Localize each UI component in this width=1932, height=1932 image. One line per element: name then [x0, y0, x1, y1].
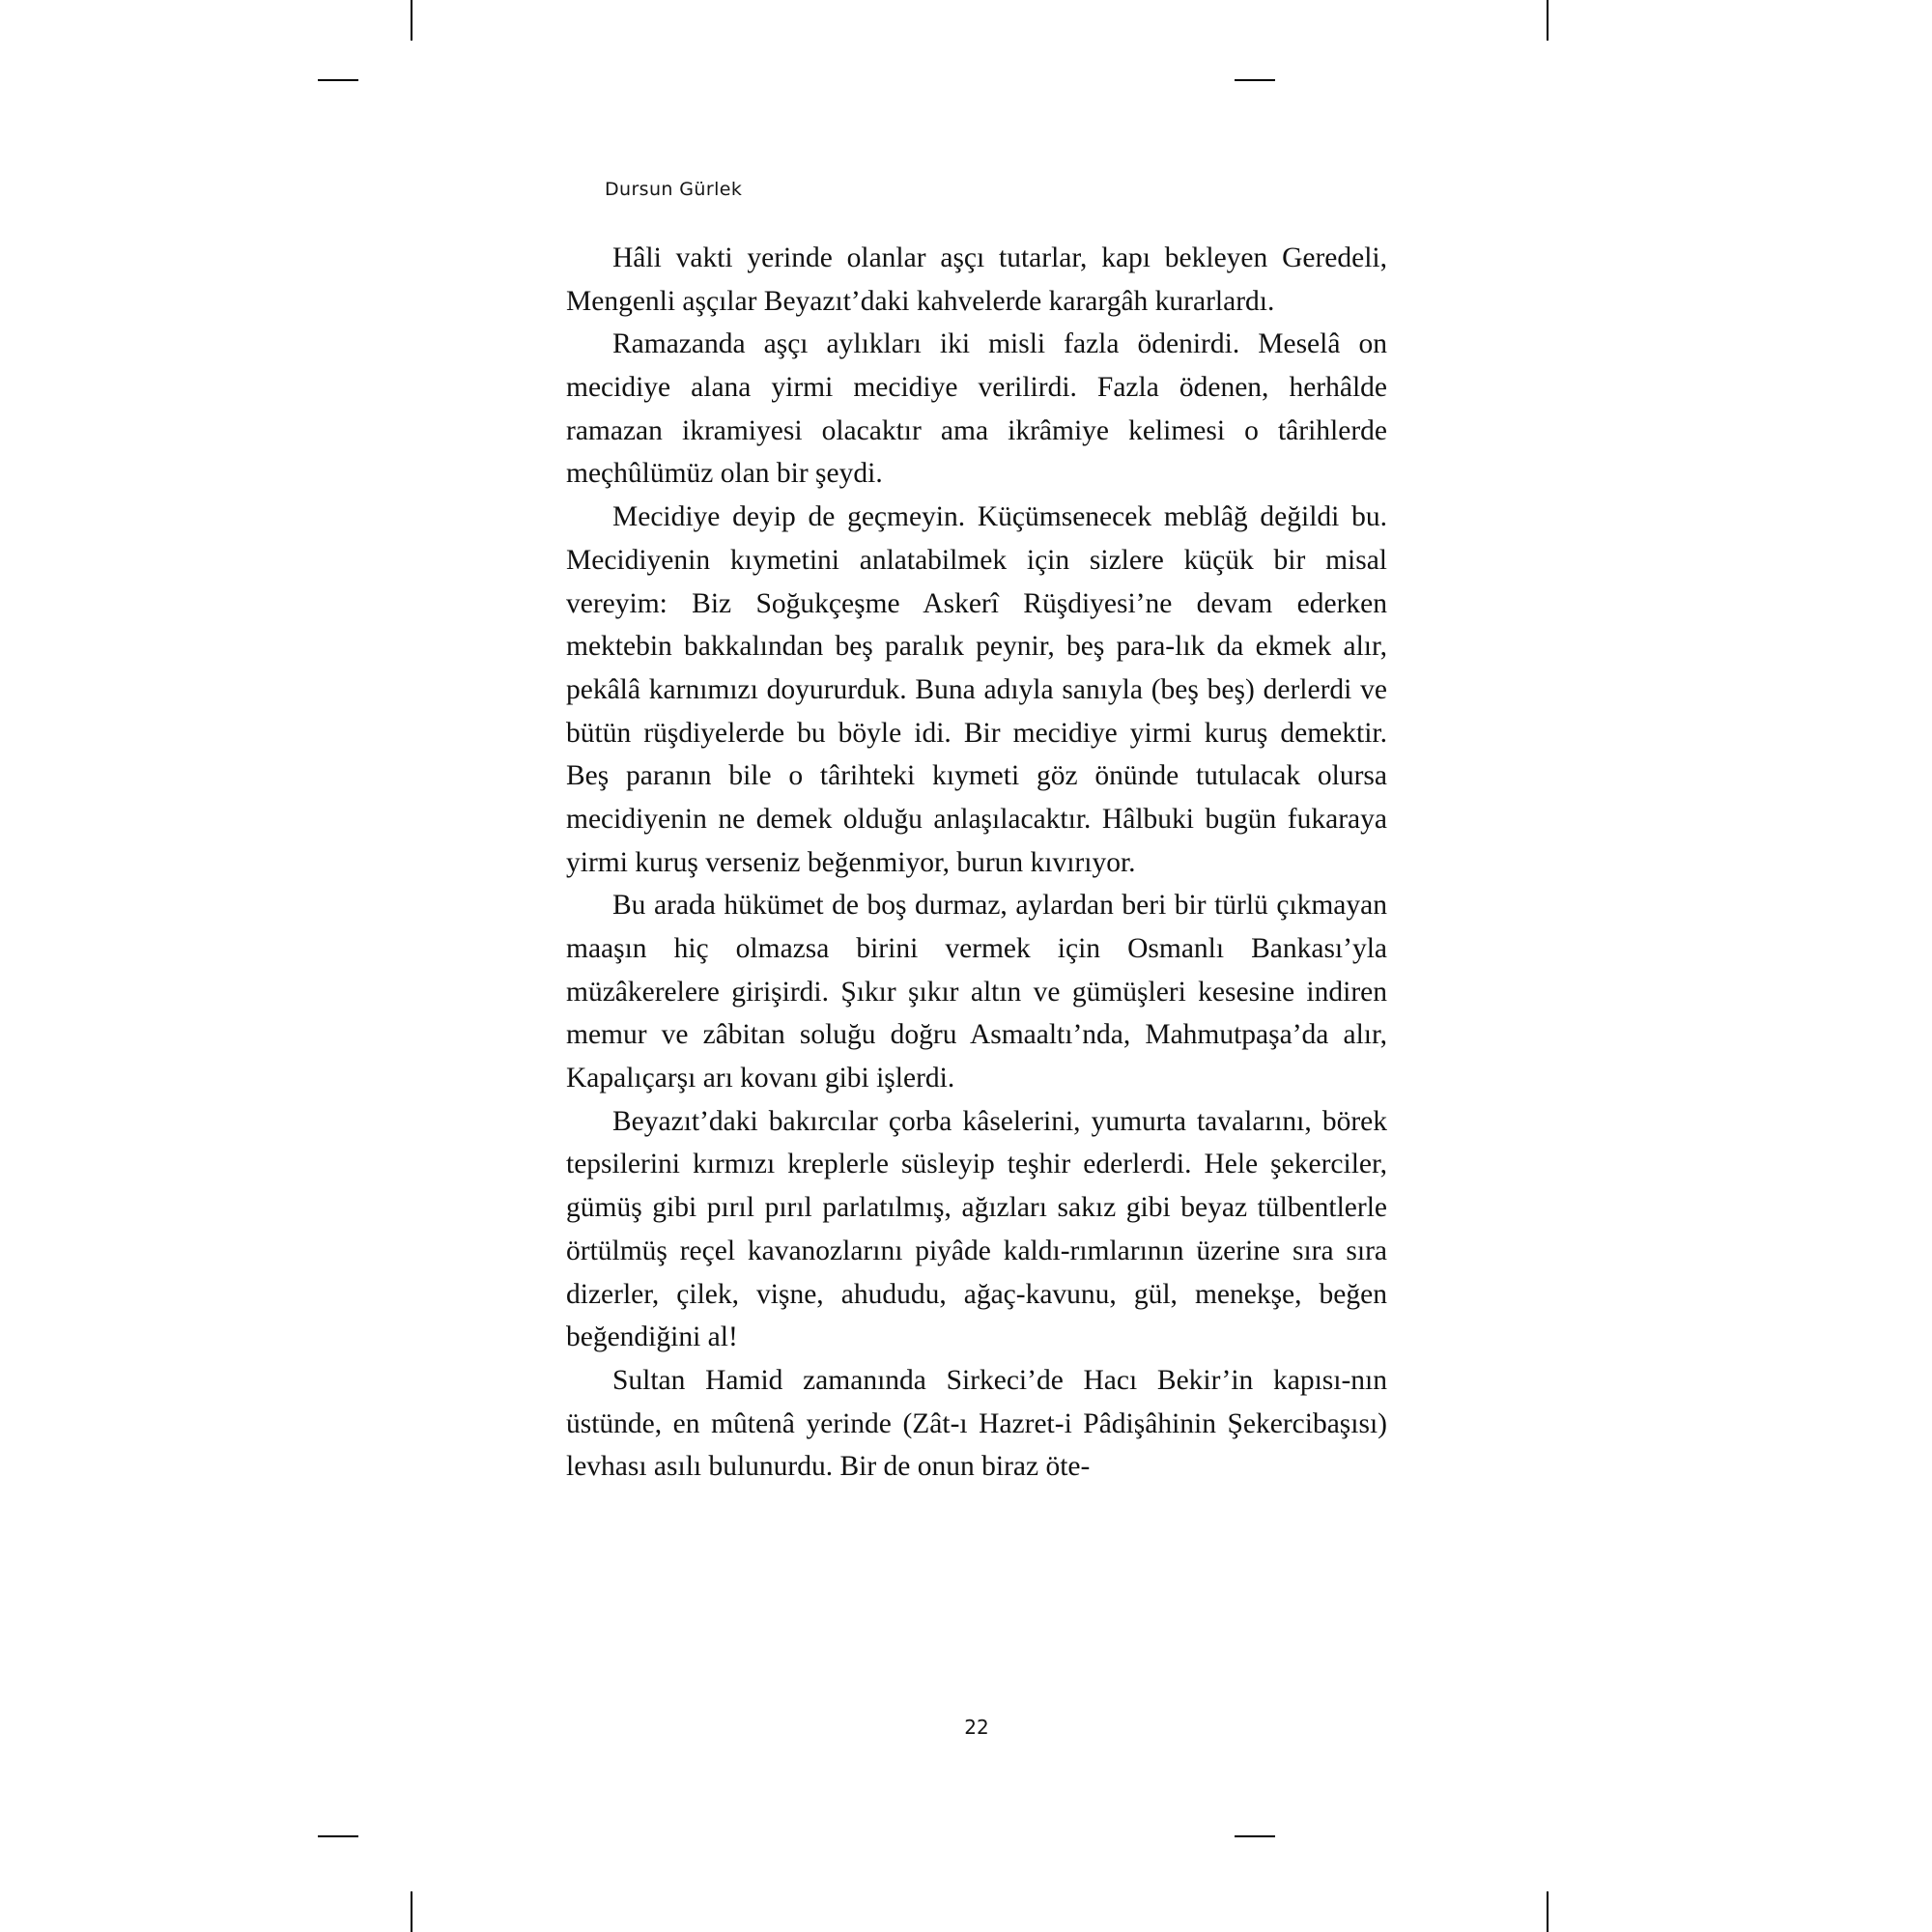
running-head: Dursun Gürlek — [605, 179, 743, 200]
paragraph: Mecidiye deyip de geçmeyin. Küçümsenecek meblâğ değildi bu. Mecidiyenin kıymetini anlatabilmek için sizlere küçük bir misal vereyim: Biz Soğukçeşme Askerî Rüşdiyesi’ne devam ederken mektebin bakkalından beş paralık peynir, beş para-lık da ekmek alır, pekâlâ karnımızı doyururduk. Buna adıyla sanıyla (beş beş) derlerdi ve bütün rüşdiyelerde bu böyle idi. Bir mecidiye yirmi kuruş demektir. Beş paranın bile o târihteki kıymeti göz önünde tutulacak olursa mecidiyenin ne demek olduğu anlaşılacaktır. Hâlbuki bugün fukaraya yirmi kuruş verseniz beğenmiyor, burun kıvırıyor. — [566, 501, 1387, 878]
paragraph: Beyazıt’daki bakırcılar çorba kâselerini, yumurta tavalarını, börek tepsilerini kırmızı kreplerle süsleyip teşhir ederlerdi. Hele şekerciler, gümüş gibi pırıl pırıl parlatılmış, ağızları sakız gibi beyaz tülbentlerle örtülmüş reçel kavanozlarını piyâde kaldı-rımlarının üzerine sıra sıra dizerler, çilek, vişne, ahududu, ağaç-kavunu, gül, menekşe, beğen beğendiğini al! — [566, 1105, 1387, 1353]
crop-mark-bottom-right-vertical — [1547, 1891, 1548, 1932]
crop-mark-bottom-right-horizontal — [1235, 1835, 1275, 1837]
crop-mark-top-left-vertical — [411, 0, 412, 41]
crop-mark-top-right-horizontal — [1235, 79, 1275, 81]
body-text — [566, 237, 1387, 1489]
page-number: 22 — [964, 1716, 989, 1739]
crop-mark-top-left-horizontal — [318, 79, 358, 81]
paragraph: Ramazanda aşçı aylıkları iki misli fazla ödenirdi. Meselâ on mecidiye alana yirmi mecidiye verilirdi. Fazla ödenen, herhâlde ramazan ikramiyesi olacaktır ama ikrâmiye kelimesi o târihlerde meçhûlümüz olan bir şeydi. — [566, 328, 1387, 490]
page-content — [566, 179, 1387, 1489]
paragraph: Sultan Hamid zamanında Sirkeci’de Hacı Bekir’in kapısı-nın üstünde, en mûtenâ yerinde (Zât-ı Hazret-i Pâdişâhinin Şekercibaşısı) levhası asılı bulunurdu. Bir de onun biraz öte- — [566, 1364, 1387, 1483]
crop-mark-top-right-vertical — [1547, 0, 1548, 41]
crop-mark-bottom-left-vertical — [411, 1891, 412, 1932]
paragraph: Hâli vakti yerinde olanlar aşçı tutarlar, kapı bekleyen Geredeli, Mengenli aşçılar Beyazıt’daki kahvelerde karargâh kurarlardı. — [566, 242, 1387, 317]
paragraph: Bu arada hükümet de boş durmaz, aylardan beri bir türlü çıkmayan maaşın hiç olmazsa birini vermek için Osmanlı Bankası’yla müzâkerelere girişirdi. Şıkır şıkır altın ve gümüşleri kesesine indiren memur ve zâbitan soluğu doğru Asmaaltı’nda, Mahmutpaşa’da alır, Kapalıçarşı arı kovanı gibi işlerdi. — [566, 890, 1387, 1094]
crop-mark-bottom-left-horizontal — [318, 1835, 358, 1837]
